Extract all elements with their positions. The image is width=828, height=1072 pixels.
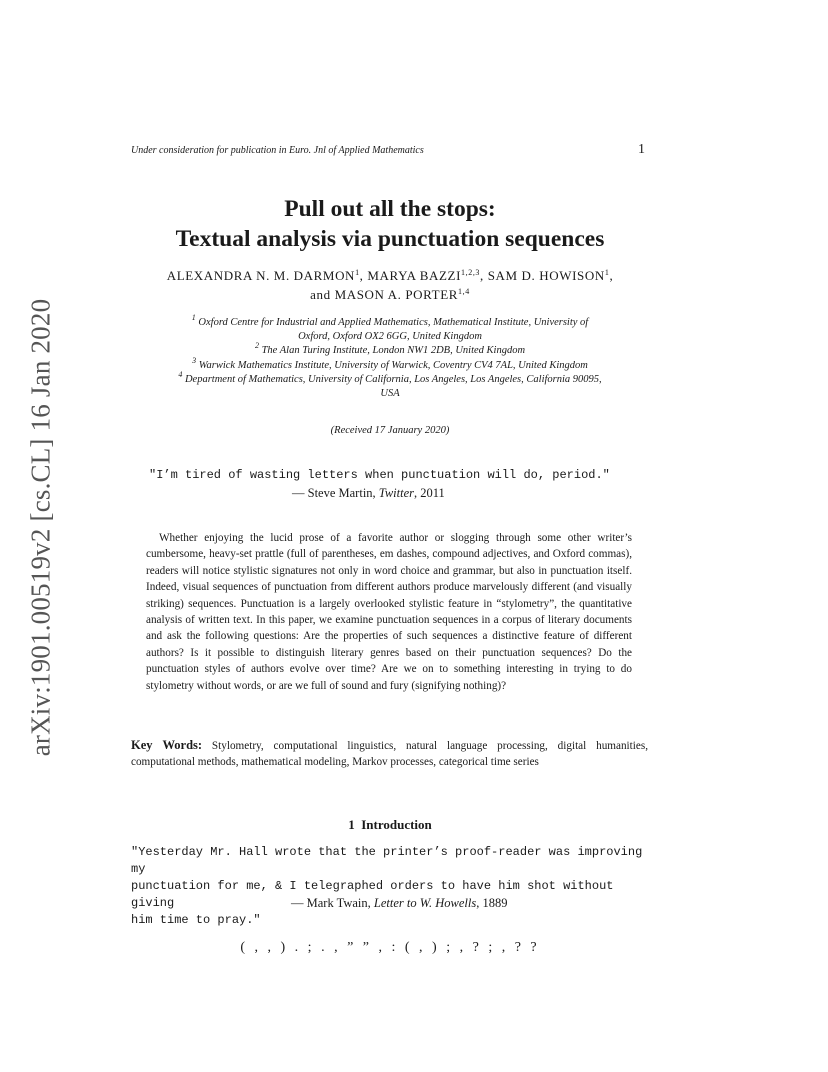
title-line-2: Textual analysis via punctuation sequences <box>175 226 605 252</box>
section-title: Introduction <box>361 817 432 832</box>
twain-quote: "Yesterday Mr. Hall wrote that the printer’s proof-reader was improving my punctuation for me, & I telegraphed orders to have him shot without giving him time to pray." <box>131 845 643 927</box>
epigraph-source: Twitter <box>378 486 414 500</box>
affiliation-3: $^3$ Warwick Mathematics Institute, University of Warwick, Coventry CV4 7AL, United Kingdom <box>192 355 588 371</box>
twain-source: Letter to W. Howells <box>373 896 477 910</box>
author-darmon-affil: 1 <box>355 268 360 278</box>
epigraph-attribution: — Steve Martin, Twitter, 2011 <box>292 486 445 500</box>
title-line-1: Pull out all the stops: <box>284 196 496 222</box>
arxiv-side-stamp <box>18 295 64 760</box>
author-darmon: ALEXANDRA N. M. DARMON <box>166 268 356 283</box>
author-line-2 <box>110 285 670 304</box>
arxiv-identifier: arXiv:1901.00519v2 [cs.CL] 16 Jan 2020 <box>25 298 56 757</box>
page-number: 1 <box>638 142 645 157</box>
author-line-1: ALEXANDRA N. M. DARMON$^1$, MARYA BAZZI$^{1,2,3}$, SAM D. HOWISON$^1$, <box>166 268 614 283</box>
keywords-label: Key Words: <box>131 738 203 752</box>
author-howison-affil: 1 <box>604 268 610 278</box>
keywords-text: Stylometry, computational linguistics, natural language processing, digital humanities, computational methods, mathematical modeling, Markov processes, categorical time series <box>131 740 648 769</box>
received-date: (Received 17 January 2020) <box>330 425 450 436</box>
author-bazzi: , MARYA BAZZI <box>359 268 462 283</box>
author-porter-affil: 1,4 <box>458 287 470 297</box>
epigraph-quote: "I’m tired of wasting letters when punctuation will do, period." <box>149 468 610 482</box>
author-bazzi-affil: 1,2,3 <box>461 268 481 278</box>
punctuation-sequence: ( , , ) . ; . , ” ” , : ( , ) ; , ? ; , ? ? <box>240 940 540 955</box>
affiliation-list <box>110 313 670 401</box>
running-head: Under consideration for publication in Euro. Jnl of Applied Mathematics <box>131 145 424 156</box>
keywords <box>131 737 648 771</box>
affiliation-1: $^1$ Oxford Centre for Industrial and Applied Mathematics, Mathematical Institute, University of Oxford, Oxford OX2 6GG, United Kingdom <box>191 313 589 343</box>
affiliation-4: $^4$ Department of Mathematics, University of California, Los Angeles, Los Angeles, California 90095, USA <box>178 370 602 400</box>
abstract: Whether enjoying the lucid prose of a favorite author or slogging through some other writer’s cumbersome, heavy-set prattle (full of parentheses, em dashes, compound adjectives, and Oxford commas), readers will notice stylistic signatures not only in word choice and grammar, but also in punctuation itself. Indeed, visual sequences of punctuation from different authors produce marvelously different (and visually striking) sequences. Punctuation is a largely overlooked stylistic feature in “stylometry”, the quantitative analysis of written text. In this paper, we examine punctuation sequences in a corpus of literary documents and ask the following questions: Are the properties of such sequences a distinctive feature of different authors? Is it possible to distinguish literary genres based on their punctuation sequences? Do the punctuation styles of authors evolve over time? Are we on to something interesting in trying to do stylometry without words, or are we full of sound and fury (signifying nothing)? <box>146 532 632 692</box>
author-list <box>110 266 670 304</box>
author-porter: and MASON A. PORTER <box>310 287 459 302</box>
twain-attribution: — Mark Twain, Letter to W. Howells, 1889 <box>291 896 508 910</box>
paper-title <box>100 194 680 254</box>
author-howison: , SAM D. HOWISON <box>480 268 605 283</box>
section-number: 1 <box>348 817 355 832</box>
section-heading <box>110 817 670 833</box>
affiliation-2: $^2$ The Alan Turing Institute, London NW1 2DB, United Kingdom <box>254 341 526 357</box>
